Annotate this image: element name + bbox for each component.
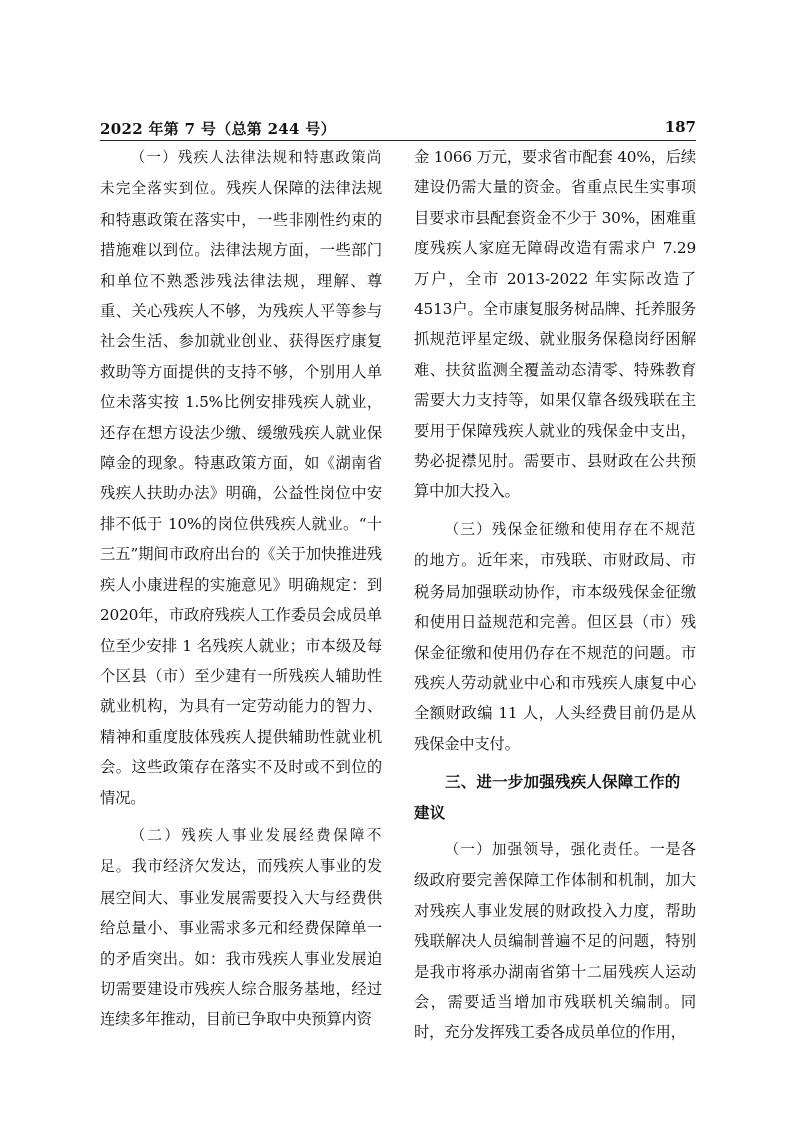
issue-label: 2022 年第 7 号（总第 244 号） — [100, 120, 336, 138]
paragraph-lead: （二）残疾人事业发展经费保障不足。 — [100, 826, 382, 876]
paragraph-leadership — [414, 834, 696, 1048]
paragraph-funding-continued: 金 1066 万元，要求省市配套 40%，后续建设仍需大量的资金。省重点民生实事项目要求市县配套资金不少于 30%，困难重度残疾人家庭无障碍改造有需求户 7.29 万户，全市 2013-2022 年实际改造了 4513户。全市康复服务树品牌、托养服务抓规范评星定级、就业服务保稳岗纾困解难、扶贫监测全覆盖动态清零、特殊教育需要大力支持等，如果仅靠各级残联在主要用于保障残疾人就业的残保金中支出，势必捉襟见肘。需要市、县财政在公共预算中加大投入。 — [414, 148, 696, 501]
paragraph-lead: （一）残疾人法律法规和特惠政策尚未完全落实到位。 — [100, 149, 382, 198]
right-column — [414, 142, 696, 1048]
paragraph-body: 一是各级政府要完善保障工作体制和机制，加大对残疾人事业发展的财政投入力度，帮助残联解决人员编制普遍不足的问题，特别是我市将承办湖南省第十二届残疾人运动会，需要适当增加市残联机关编制。同时，充分发挥残工委各成员单位的作用， — [414, 839, 696, 1042]
paragraph-body: 近年来，市残联、市财政局、市税务局加强联动协作，市本级残保金征缴和使用日益规范和完善。但区县（市）残保金征缴和使用仍存在不规范的问题。市残疾人劳动就业中心和市残疾人康复中心全额财政编 11 人，人头经费目前仍是从残保金中支付。 — [414, 551, 697, 753]
section-heading: 三、进一步加强残疾人保障工作的建议 — [414, 773, 681, 822]
paragraph-lead: （三）残保金征缴和使用存在不规范的地方。 — [414, 520, 696, 570]
page-number: 187 — [664, 118, 696, 136]
paragraph-levy — [414, 514, 696, 759]
paragraph-lead: （一）加强领导，强化责任。 — [444, 840, 650, 858]
paragraph-body: 残疾人保障的法律法规和特惠政策在落实中，一些非刚性约束的措施难以到位。法律法规方面，一些部门和单位不熟悉涉残法律法规，理解、尊重、关心残疾人不够，为残疾人平等参与社会生活、参加就业创业、获得医疗康复救助等方面提供的支持不够，个别用人单位未落实按 1.5%比例安排残疾人就业，还存在想方设法少缴、缓缴残疾人就业保障金的现象。特惠政策方面，如《湖南省残疾人扶助办法》明确，公益性岗位中安排不低于 10%的岗位供残疾人就业。“十三五”期间市政府出台的《关于加快推进残疾人小康进程的实施意见》明确规定：到 2020年，市政府残疾人工作委员会成员单位至少安排 1 名残疾人就业；市本级及每个区县（市）至少建有一所残疾人辅助性就业机构，为具有一定劳动能力的智力、精神和重度肢体残疾人提供辅助性就业机会。这些政策存在落实不及时或不到位的情况。 — [100, 179, 382, 807]
paragraph-funding — [100, 820, 382, 1035]
paragraph-body: 我市经济欠发达，而残疾人事业的发展空间大、事业发展需要投入大与经费供给总量小、事业需求多元和经费保障单一的矛盾突出。如：我市残疾人事业发展迫切需要建设市残疾人综合服务基地，经过连续多年推动，目前已争取中央预算内资 — [100, 857, 382, 1029]
page-header — [100, 118, 696, 141]
left-column — [100, 142, 382, 1035]
paragraph-legal-policy — [100, 142, 382, 813]
